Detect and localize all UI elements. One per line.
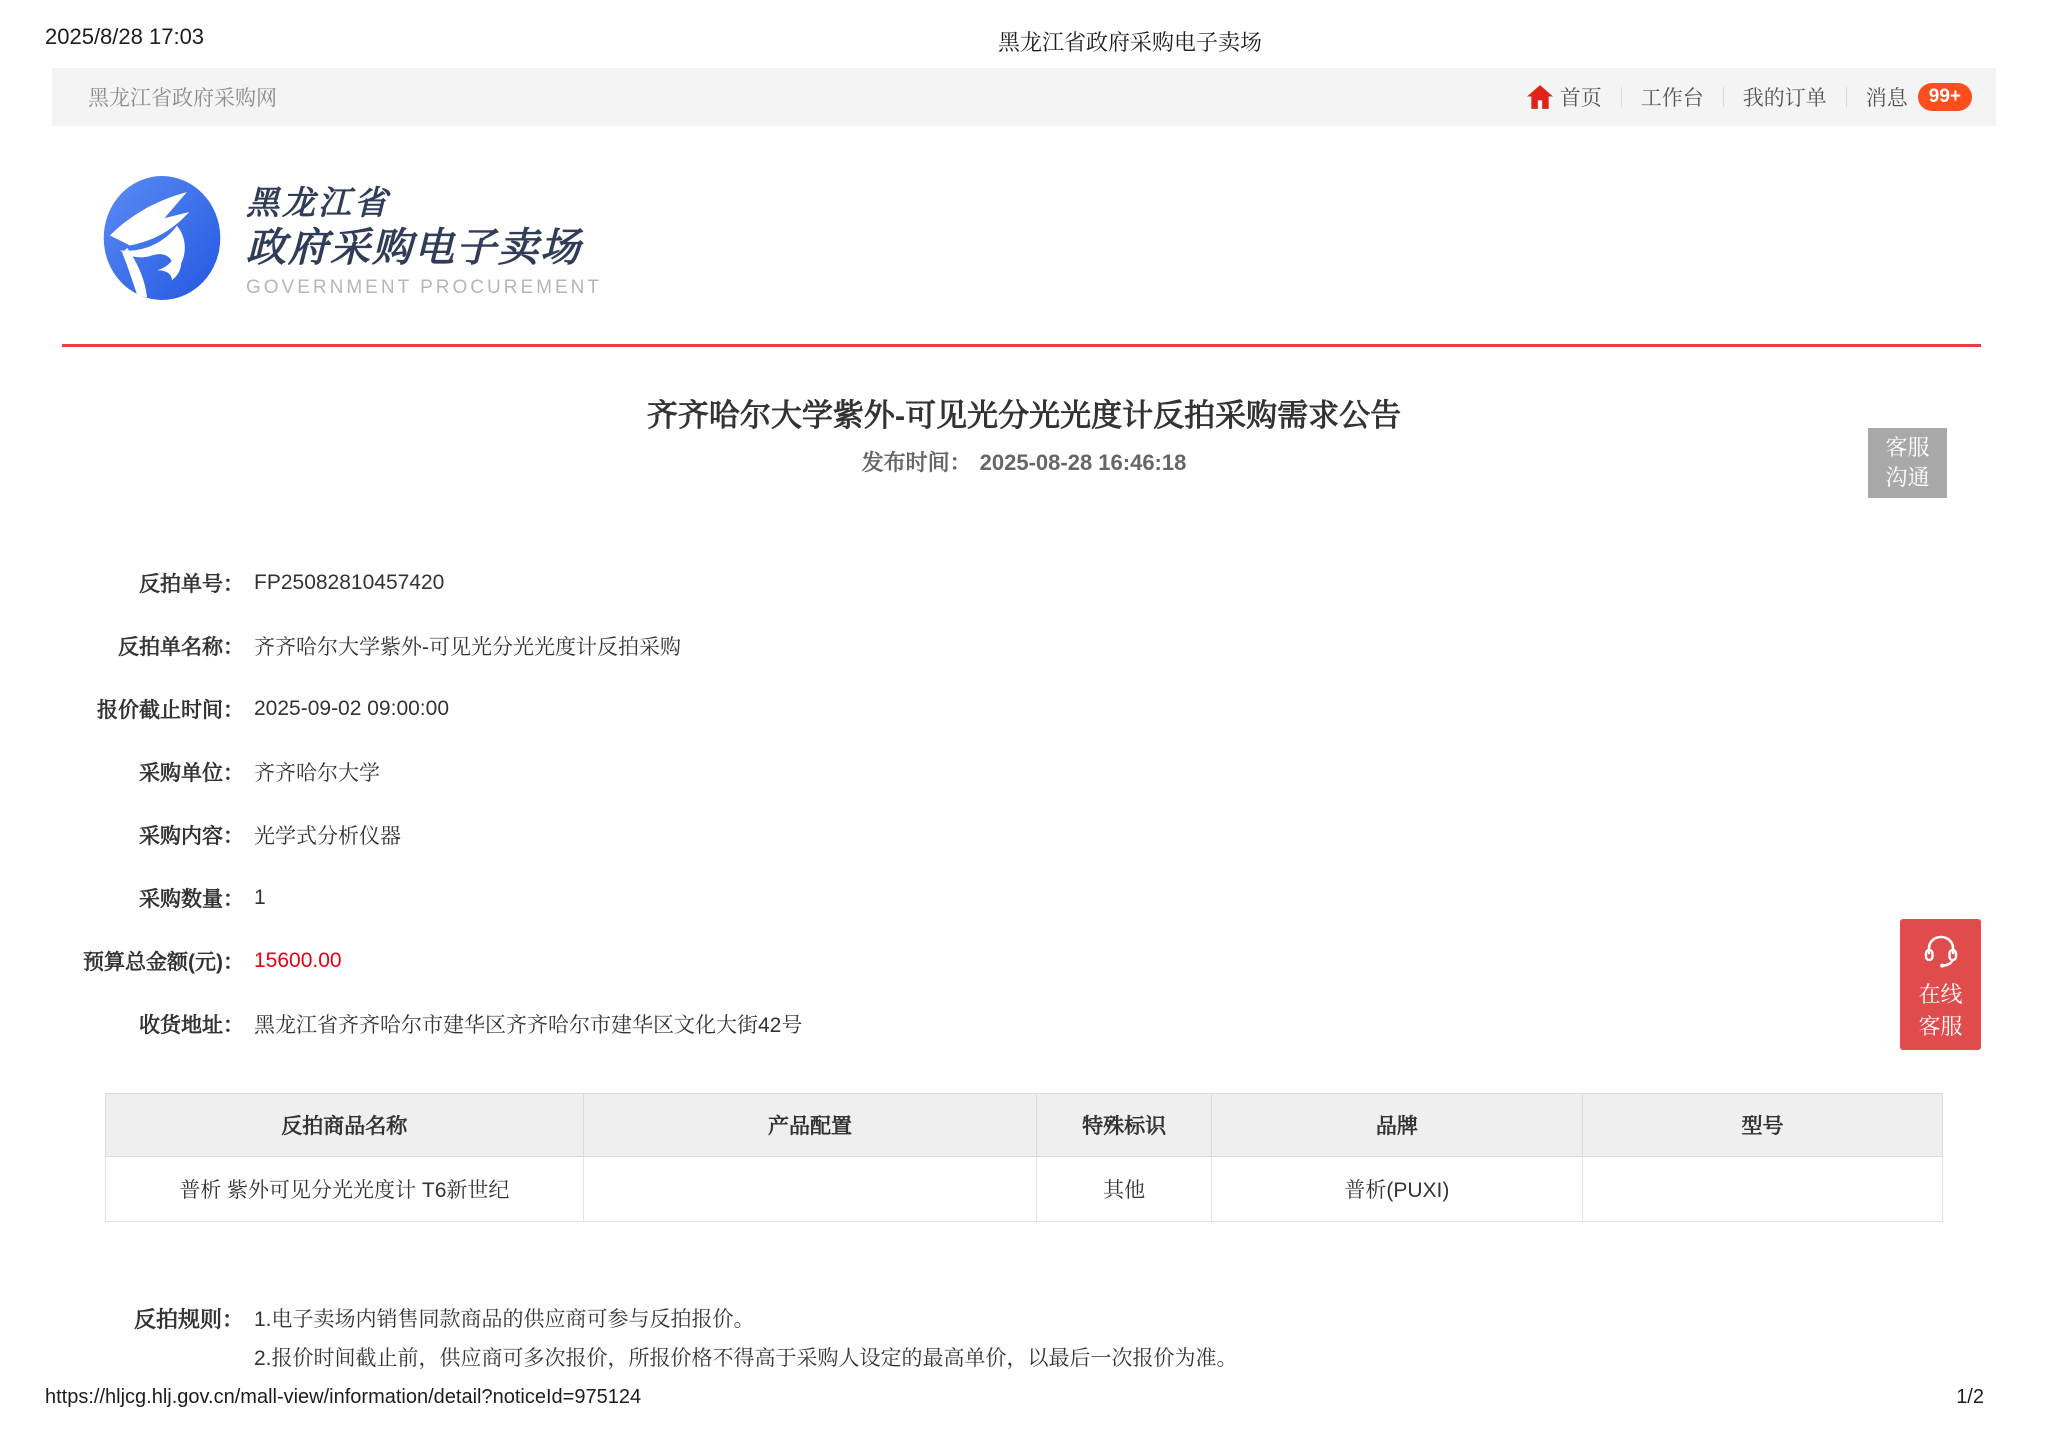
column-header: 型号 xyxy=(1582,1094,1942,1157)
home-icon xyxy=(1527,85,1553,109)
headset-icon xyxy=(1921,931,1961,971)
nav-item-label: 工作台 xyxy=(1640,87,1704,110)
online-service-label: 客服 xyxy=(1918,1013,1963,1039)
nav-item-label: 首页 xyxy=(1559,87,1602,110)
customer-service-label: 沟通 xyxy=(1885,465,1930,490)
nav-item-workbench[interactable] xyxy=(1641,82,1704,112)
print-source-url: https://hljcg.hlj.gov.cn/mall-view/information/detail?noticeId=975124 xyxy=(45,1386,642,1408)
nav-item-label: 我的订单 xyxy=(1742,87,1827,110)
notice-fields xyxy=(52,551,802,1055)
field-row-order-name xyxy=(52,614,802,677)
field-row-purchaser xyxy=(52,740,802,803)
field-label: 采购单位： xyxy=(139,761,244,785)
rules-label: 反拍规则： xyxy=(133,1307,244,1332)
field-label: 反拍单号： xyxy=(139,572,244,596)
rules-list xyxy=(254,1300,1238,1378)
customer-service-button[interactable] xyxy=(1868,428,1947,498)
online-service-button[interactable] xyxy=(1900,919,1981,1050)
field-row-address xyxy=(52,992,802,1055)
message-count-badge[interactable]: 99+ xyxy=(1918,83,1972,111)
field-row-content xyxy=(52,803,802,866)
column-header: 反拍商品名称 xyxy=(106,1094,584,1157)
print-timestamp: 2025/8/28 17:03 xyxy=(45,24,205,49)
rule-item: 2.报价时间截止前，供应商可多次报价，所报价格不得高于采购人设定的最高单价，以最后一次报价为准。 xyxy=(254,1347,1238,1370)
field-row-quantity xyxy=(52,866,802,929)
nav-divider xyxy=(1723,87,1724,107)
field-label: 反拍单名称： xyxy=(118,635,244,659)
product-table xyxy=(105,1093,1943,1222)
logo-text xyxy=(246,176,602,299)
logo-dragon-icon xyxy=(100,176,224,300)
field-value: 1 xyxy=(254,885,266,909)
field-value: 齐齐哈尔大学紫外-可见光分光光度计反拍采购 xyxy=(254,635,681,659)
table-header-row xyxy=(106,1094,1943,1157)
field-label: 采购内容： xyxy=(139,824,244,848)
field-value: 2025-09-02 09:00:00 xyxy=(254,696,449,720)
logo-line1: 黑龙江省 xyxy=(246,184,390,221)
field-value: FP25082810457420 xyxy=(254,570,445,594)
field-row-order-no xyxy=(52,551,802,614)
logo-line2: 政府采购电子卖场 xyxy=(246,226,582,271)
cell-special-mark: 其他 xyxy=(1037,1157,1212,1222)
field-value: 齐齐哈尔大学 xyxy=(254,761,380,785)
field-label: 采购数量： xyxy=(139,887,244,911)
field-row-budget xyxy=(52,929,802,992)
site-name: 黑龙江省政府采购网 xyxy=(88,87,277,110)
field-value: 光学式分析仪器 xyxy=(254,824,401,848)
nav-menu xyxy=(1527,82,1972,112)
cell-product-config xyxy=(583,1157,1037,1222)
field-label: 报价截止时间： xyxy=(97,698,244,722)
publish-time xyxy=(0,446,2048,477)
nav-divider xyxy=(1846,87,1847,107)
column-header: 品牌 xyxy=(1211,1094,1582,1157)
auction-rules xyxy=(52,1300,1238,1378)
notice-title: 齐齐哈尔大学紫外-可见光分光光度计反拍采购需求公告 xyxy=(646,398,1402,433)
cell-product-name: 普析 紫外可见分光光度计 T6新世纪 xyxy=(106,1157,584,1222)
nav-item-my-orders[interactable] xyxy=(1743,82,1827,112)
field-label: 收货地址： xyxy=(139,1013,244,1037)
column-header: 特殊标识 xyxy=(1037,1094,1212,1157)
field-value: 黑龙江省齐齐哈尔市建华区齐齐哈尔市建华区文化大街42号 xyxy=(254,1013,803,1037)
table-row xyxy=(106,1157,1943,1222)
budget-amount: 15600.00 xyxy=(254,948,342,972)
nav-item-messages[interactable] xyxy=(1866,82,1972,112)
logo-line3: GOVERNMENT PROCUREMENT xyxy=(246,277,602,299)
field-label: 预算总金额(元)： xyxy=(83,950,244,974)
site-logo[interactable] xyxy=(100,176,602,300)
cell-brand: 普析(PUXI) xyxy=(1211,1157,1582,1222)
customer-service-label: 客服 xyxy=(1885,435,1930,461)
online-service-label: 在线 xyxy=(1918,982,1963,1007)
cell-model xyxy=(1582,1157,1942,1222)
print-page-number: 1/2 xyxy=(1956,1386,1984,1408)
nav-item-home[interactable] xyxy=(1527,82,1602,112)
field-row-quote-deadline xyxy=(52,677,802,740)
publish-time-label: 发布时间： xyxy=(861,450,972,475)
publish-time-value: 2025-08-28 16:46:18 xyxy=(979,450,1187,475)
nav-item-label: 消息 xyxy=(1865,87,1908,110)
print-document-title: 黑龙江省政府采购电子卖场 xyxy=(997,30,1263,55)
rule-item: 1.电子卖场内销售同款商品的供应商可参与反拍报价。 xyxy=(254,1308,755,1331)
column-header: 产品配置 xyxy=(583,1094,1037,1157)
nav-divider xyxy=(1621,87,1622,107)
red-divider xyxy=(62,344,1981,347)
top-navbar xyxy=(52,68,1996,126)
